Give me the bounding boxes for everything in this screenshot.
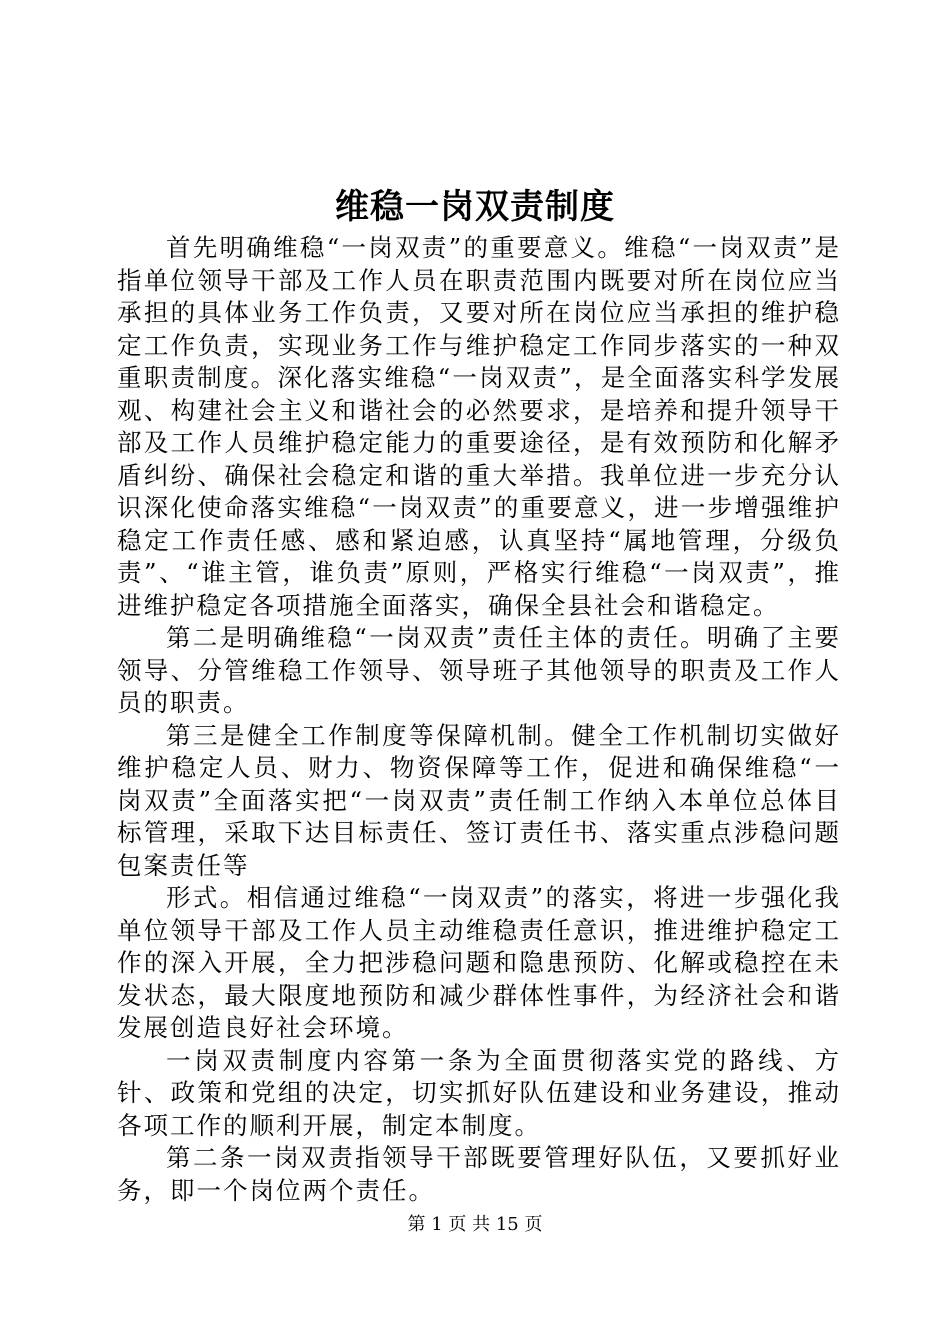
paragraph-5: 一岗双责制度内容第一条为全面贯彻落实党的路线、方针、政策和党组的决定，切实抓好队伍建设和业务建设，推动各项工作的顺利开展，制定本制度。 [117,1045,841,1140]
page-number-footer: 第 1 页 共 15 页 [407,1214,543,1235]
paragraph-4: 形式。相信通过维稳“一岗双责”的落实，将进一步强化我单位领导干部及工作人员主动维稳责任意识，推进维护稳定工作的深入开展，全力把涉稳问题和隐患预防、化解或稳控在未发状态，最大限度地预防和减少群体性事件，为经济社会和谐发展创造良好社会环境。 [117,883,841,1042]
document-body [117,232,841,1207]
paragraph-6: 第二条一岗双责指领导干部既要管理好队伍，又要抓好业务，即一个岗位两个责任。 [117,1143,841,1205]
paragraph-1: 首先明确维稳“一岗双责”的重要意义。维稳“一岗双责”是指单位领导干部及工作人员在职责范围内既要对所在岗位应当承担的具体业务工作负责，又要对所在岗位应当承担的维护稳定工作负责，实现业务工作与维护稳定工作同步落实的一种双重职责制度。深化落实维稳“一岗双责”，是全面落实科学发展观、构建社会主义和谐社会的必然要求，是培养和提升领导干部及工作人员维护稳定能力的重要途径，是有效预防和化解矛盾纠纷、确保社会稳定和谐的重大举措。我单位进一步充分认识深化使命落实维稳“一岗双责”的重要意义，进一步增强维护稳定工作责任感、感和紧迫感，认真坚持“属地管理，分级负责”、“谁主管，谁负责”原则，严格实行维稳“一岗双责”，推进维护稳定各项措施全面落实，确保全县社会和谐稳定。 [117,233,841,620]
paragraph-3: 第三是健全工作制度等保障机制。健全工作机制切实做好维护稳定人员、财力、物资保障等工作，促进和确保维稳“一岗双责”全面落实把“一岗双责”责任制工作纳入本单位总体目标管理，采取下达目标责任、签订责任书、落实重点涉稳问题包案责任等 [117,720,841,880]
document-title: 维稳一岗双责制度 [335,187,615,227]
paragraph-2: 第二是明确维稳“一岗双责”责任主体的责任。明确了主要领导、分管维稳工作领导、领导班子其他领导的职责及工作人员的职责。 [117,623,841,717]
